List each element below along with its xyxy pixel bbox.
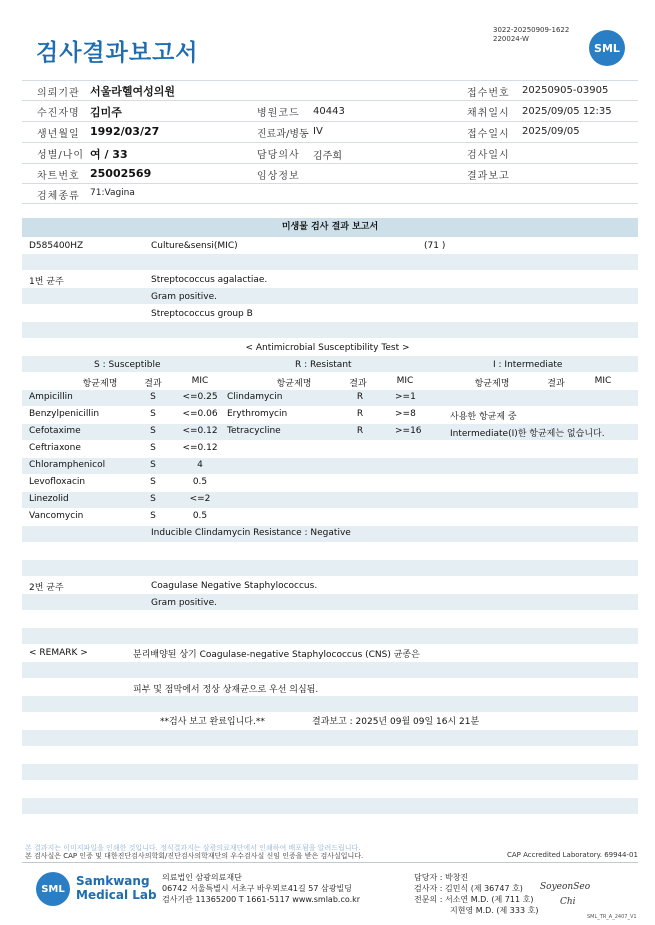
divider [22, 203, 638, 204]
dob-label: 생년월일 [37, 129, 80, 140]
test-date-label: 검사일시 [467, 150, 510, 161]
intermediate-note-line2: Intermediate(I)한 항균제는 없습니다. [450, 429, 605, 439]
row-band [22, 798, 638, 814]
ast-result: S [150, 494, 156, 504]
ast-drug-name: Ampicillin [29, 392, 73, 402]
patient-label: 수진자명 [37, 108, 80, 119]
staff-tester: 검사자 : 김민식 (제 36747 호) [414, 884, 523, 893]
ast-drug-name: Erythromycin [227, 409, 288, 419]
signature-2: Chi [560, 897, 576, 907]
org1-label: 1번 균주 [29, 277, 64, 287]
ast-drug-name: Levofloxacin [29, 477, 86, 487]
ast-mic: 0.5 [192, 511, 208, 521]
col-mic-header: MIC [594, 376, 612, 386]
collect-label: 채취일시 [467, 108, 510, 119]
lab-name [76, 874, 157, 902]
report-label: 결과보고 [467, 171, 510, 182]
remark-line1: 분리배양된 상기 Coagulase-negative Staphylococcus (CNS) 균종은 [133, 650, 420, 660]
ast-drug-name: Linezolid [29, 494, 69, 504]
ast-mic: 0.5 [192, 477, 208, 487]
col-result-header: 결과 [349, 379, 367, 389]
col-result-header: 결과 [547, 379, 565, 389]
org2-label: 2번 균주 [29, 583, 64, 593]
dept-label: 진료과/병동 [257, 129, 309, 140]
hospital-code-label: 병원코드 [257, 108, 300, 119]
cap-accreditation: CAP Accredited Laboratory. 69944-01 [507, 851, 638, 859]
row-band [22, 322, 638, 338]
ast-title: < Antimicrobial Susceptibility Test > [245, 343, 410, 353]
receipt-no-value: 20250905-03905 [522, 85, 609, 96]
divider [22, 183, 638, 184]
sml-logo-icon: SML [36, 872, 70, 906]
ast-mic: 4 [197, 460, 203, 470]
divider [22, 100, 638, 101]
section-header [22, 218, 638, 237]
ast-drug-name: Benzylpenicillin [29, 409, 100, 419]
row-band [22, 764, 638, 780]
inducible-clindamycin: Inducible Clindamycin Resistance : Negative [151, 528, 351, 538]
specimen-value: 71:Vagina [90, 188, 135, 198]
row-band [22, 696, 638, 712]
ast-drug-name: Cefotaxime [29, 426, 81, 436]
row-band [22, 662, 638, 678]
hospital-code-value: 40443 [313, 106, 345, 117]
staff-specialist2: 지현영 M.D. (제 333 호) [450, 906, 539, 915]
chart-value: 25002569 [90, 167, 152, 180]
chart-label: 차트번호 [37, 171, 80, 182]
org1-line3: Streptococcus group B [151, 309, 253, 319]
col-drug-header: 항균제명 [82, 379, 118, 389]
ast-result: R [356, 409, 364, 419]
ast-drug-name: Vancomycin [29, 511, 84, 521]
staff-manager: 담당자 : 박창진 [414, 873, 469, 882]
watermark-notice: 본 결과지는 이미지파일을 인쇄한 것입니다. 정식결과지는 삼광의료재단에서 인쇄하여 배포됨을 알려드립니다. [25, 844, 361, 852]
ast-drug-name: Clindamycin [227, 392, 283, 402]
ast-mic: <=2 [189, 494, 211, 504]
ast-drug-name: Ceftriaxone [29, 443, 81, 453]
ast-drug-name: Tetracycline [227, 426, 281, 436]
document-id [493, 26, 569, 44]
row-band [22, 288, 638, 304]
col-mic-header: MIC [191, 376, 209, 386]
intermediate-note-line1: 사용한 항균제 중 [450, 412, 517, 422]
ast-result: R [356, 426, 364, 436]
receipt-no-label: 접수번호 [467, 88, 510, 99]
section-title: 미생물 검사 결과 보고서 [281, 222, 379, 232]
legend-resistant: R : Resistant [295, 360, 352, 370]
org1-line1: Streptococcus agalactiae. [151, 275, 268, 285]
certification-notice: 본 검사실은 CAP 인증 및 대한진단검사의학회/진단검사의학재단의 우수검사실 신임 인증을 받은 검사실입니다. [25, 852, 364, 860]
report-time: 결과보고 : 2025년 09월 09일 16시 21분 [312, 717, 480, 727]
ast-result: S [150, 392, 156, 402]
ast-result: R [356, 392, 364, 402]
divider [22, 862, 638, 863]
divider [22, 163, 638, 164]
row-band [22, 492, 638, 508]
ast-mic: >=16 [395, 426, 422, 436]
ast-result: S [150, 511, 156, 521]
org2-line2: Gram positive. [151, 598, 217, 608]
sex-age-value: 여 / 33 [90, 148, 128, 161]
specimen-label: 검체종류 [37, 191, 80, 202]
lab-org: 의료법인 삼광의료재단 [162, 873, 242, 882]
ast-drug-name: Chloramphenicol [29, 460, 106, 470]
row-band [22, 594, 638, 610]
ast-mic: <=0.06 [182, 409, 218, 419]
row-band [22, 254, 638, 270]
org1-line2: Gram positive. [151, 292, 217, 302]
signature-1: SoyeonSeo [540, 882, 591, 892]
dob-value: 1992/03/27 [90, 125, 160, 138]
divider [22, 80, 638, 81]
remark-line2: 피부 및 점막에서 정상 상재균으로 우선 의심됨. [133, 685, 319, 695]
col-result-header: 결과 [144, 379, 162, 389]
col-mic-header: MIC [396, 376, 414, 386]
staff-specialist1: 전문의 : 서소연 M.D. (제 711 호) [414, 895, 534, 904]
legend-intermediate: I : Intermediate [493, 360, 563, 370]
lab-info [162, 872, 360, 905]
ast-mic: <=0.12 [182, 443, 218, 453]
document-id-line2: 220024-W [493, 35, 529, 43]
test-code: D585400HZ [29, 241, 84, 251]
page-title: 검사결과보고서 [36, 40, 199, 66]
ast-mic: >=1 [395, 392, 416, 402]
test-name: Culture&sensi(MIC) [151, 241, 238, 251]
divider [22, 121, 638, 122]
ast-result: S [150, 443, 156, 453]
ast-result: S [150, 477, 156, 487]
lab-contact: 검사기관 11365200 T 1661-5117 www.smlab.co.kr [162, 895, 361, 904]
row-band [22, 628, 638, 644]
document-id-line1: 3022-20250909-1622 [493, 26, 570, 34]
legend-susceptible: S : Susceptible [94, 360, 161, 370]
form-code: SML_TR_A_2407_V1 [587, 914, 637, 920]
lab-name-line1: Samkwang [76, 874, 150, 888]
row-band [22, 458, 638, 474]
collect-value: 2025/09/05 12:35 [522, 106, 612, 117]
clinical-label: 임상정보 [257, 171, 300, 182]
sml-logo-icon: SML [589, 30, 625, 66]
ast-mic: <=0.12 [182, 426, 218, 436]
ast-result: S [150, 460, 156, 470]
doctor-value: 김주희 [313, 151, 342, 162]
test-number: (71 ) [424, 241, 446, 251]
sex-age-label: 성별/나이 [37, 150, 85, 161]
ast-result: S [150, 426, 156, 436]
institution-label: 의뢰기관 [37, 88, 80, 99]
ast-result: S [150, 409, 156, 419]
dept-value: IV [313, 126, 323, 137]
report-complete: **검사 보고 완료입니다.** [160, 717, 265, 727]
receipt-date-label: 접수일시 [467, 129, 510, 140]
receipt-date-value: 2025/09/05 [522, 126, 580, 137]
doctor-label: 담당의사 [257, 150, 300, 161]
staff-info [414, 872, 538, 916]
row-band [22, 730, 638, 746]
lab-name-line2: Medical Lab [76, 888, 157, 902]
row-band [22, 390, 638, 406]
patient-value: 김미주 [90, 106, 122, 119]
institution-value: 서울라헬여성의원 [90, 85, 176, 98]
row-band [22, 560, 638, 576]
remark-label: < REMARK > [29, 648, 88, 658]
col-drug-header: 항균제명 [276, 379, 312, 389]
org2-line1: Coagulase Negative Staphylococcus. [151, 581, 318, 591]
col-drug-header: 항균제명 [474, 379, 510, 389]
divider [22, 142, 638, 143]
ast-mic: <=0.25 [182, 392, 218, 402]
lab-address: 06742 서울특별시 서초구 바우뫼로41길 57 삼광빌딩 [162, 884, 352, 893]
ast-mic: >=8 [395, 409, 416, 419]
